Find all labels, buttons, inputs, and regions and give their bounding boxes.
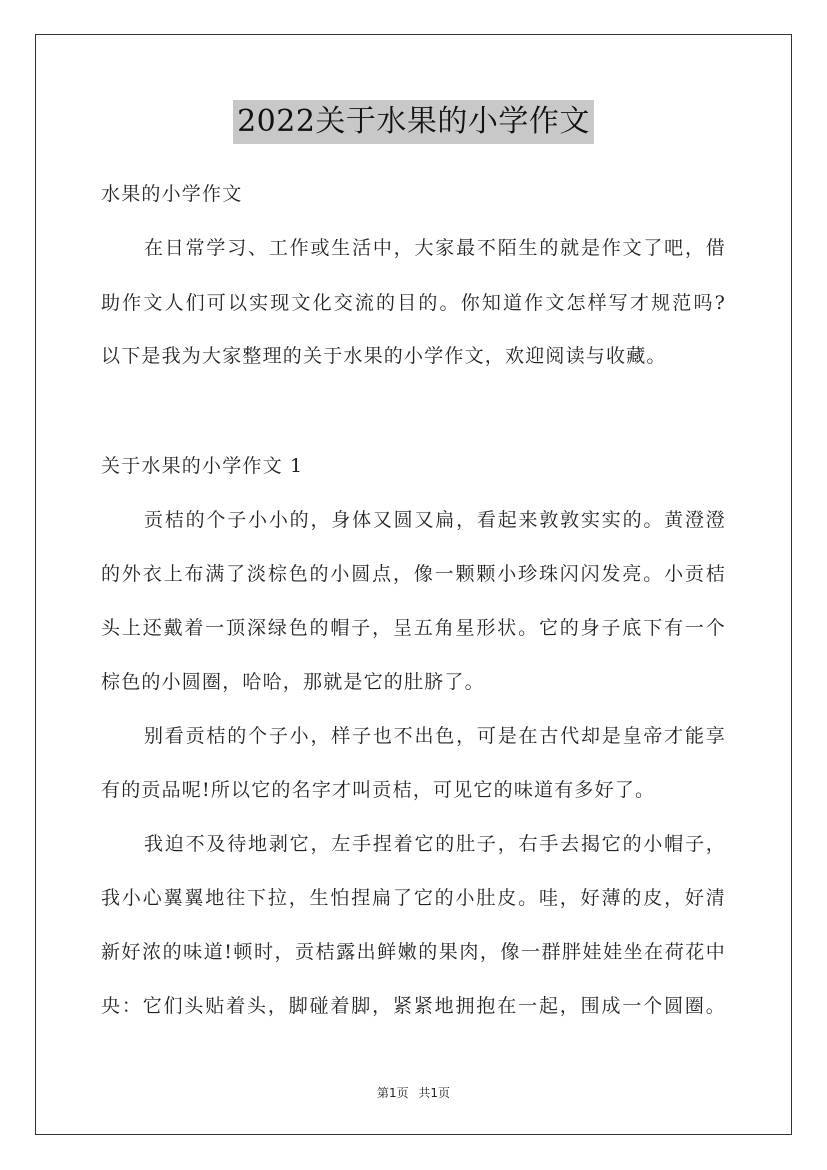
intro-line: 以下是我为大家整理的关于水果的小学作文，欢迎阅读与收藏。	[101, 345, 667, 367]
paragraph-line: 我迫不及待地剥它，左手捏着它的肚子，右手去揭它的小帽子，	[144, 833, 726, 855]
page-total: 共1页	[418, 1086, 451, 1100]
page-number: 第1页	[376, 1086, 409, 1100]
paragraph-line: 贡桔的个子小小的，身体又圆又扁，看起来敦敦实实的。黄澄澄	[144, 509, 726, 531]
paragraph-line: 我小心翼翼地往下拉，生怕捏扁了它的小肚皮。哇，好薄的皮，好清	[101, 887, 726, 909]
paragraph-line: 别看贡桔的个子小，样子也不出色，可是在古代却是皇帝才能享	[144, 725, 726, 747]
subtitle: 水果的小学作文	[101, 183, 243, 205]
page-footer	[0, 1084, 827, 1101]
paragraph-line: 有的贡品呢!所以它的名字才叫贡桔，可见它的味道有多好了。	[101, 779, 656, 801]
section-heading: 关于水果的小学作文 1	[101, 455, 304, 477]
intro-line: 助作文人们可以实现文化交流的目的。你知道作文怎样写才规范吗?	[101, 292, 726, 314]
paragraph-line: 央：它们头贴着头，脚碰着脚，紧紧地拥抱在一起，围成一个圆圈。	[101, 995, 726, 1017]
paragraph-line: 新好浓的味道!顿时，贡桔露出鲜嫩的果肉，像一群胖娃娃坐在荷花中	[101, 941, 726, 963]
intro-line: 在日常学习、工作或生活中，大家最不陌生的就是作文了吧，借	[144, 237, 726, 259]
paragraph-line: 的外衣上布满了淡棕色的小圆点，像一颗颗小珍珠闪闪发亮。小贡桔	[101, 563, 726, 585]
title-container	[0, 100, 827, 144]
paragraph-line: 头上还戴着一顶深绿色的帽子，呈五角星形状。它的身子底下有一个	[101, 617, 726, 639]
paragraph-line: 棕色的小圆圈，哈哈，那就是它的肚脐了。	[101, 671, 485, 693]
document-title: 2022关于水果的小学作文	[233, 100, 594, 144]
